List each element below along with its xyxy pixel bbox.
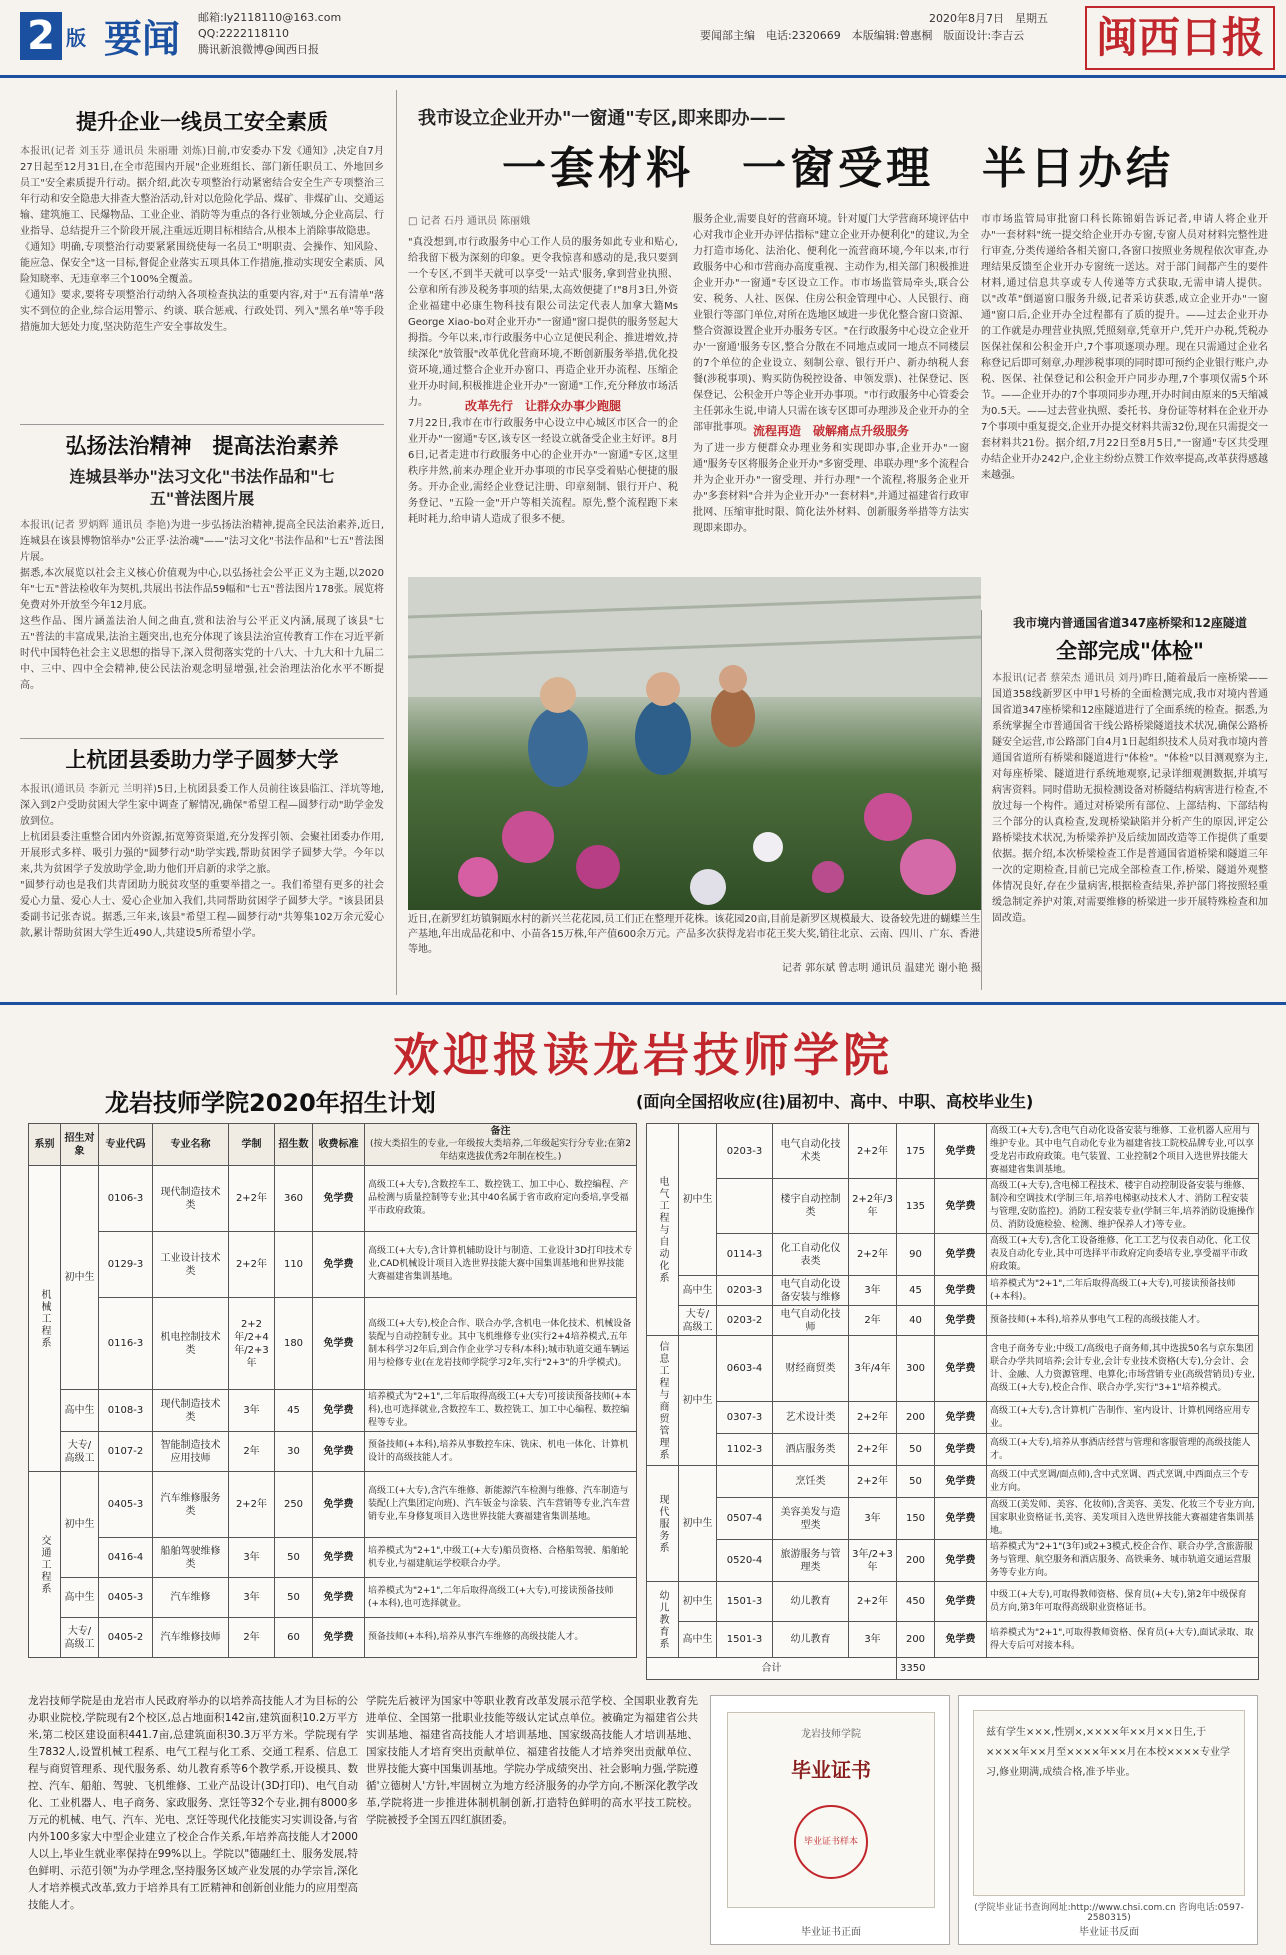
table-row (29, 1578, 637, 1618)
article-league (20, 746, 384, 942)
table-row (29, 1298, 637, 1390)
contact-weibo: 腾讯新浪微博@闽西日报 (198, 43, 319, 56)
table-cell: 现代服务系 (647, 1466, 679, 1582)
table-cell: 0108-3 (99, 1390, 153, 1432)
table-cell: 0405-2 (99, 1618, 153, 1658)
table-cell: 110 (275, 1232, 313, 1298)
table-cell: 楼宇自动控制类 (773, 1179, 849, 1234)
table-cell: 免学费 (935, 1336, 987, 1402)
body-safety-p3: 《通知》要求,要将专项整治行动纳入各项检查执法的重要内容,对于"五有清单"落实不到位的企业,综合运用警示、约谈、联合惩戒、行政处罚、列入"黑名单"等手段措施加大惩处力度,坚决防范生产安全事故发生。 (20, 290, 384, 333)
ad-intro-1: 龙岩技师学院是由龙岩市人民政府举办的以培养高技能人才为目标的公办职业院校,学院现有2个校区,总占地面积142亩,建筑面积10.2万平方米,第二校区建设面积441.7亩,总建筑面积30.3万平方米。学院现有学生7832人,设置机械工程系、电气工程与化工系、交通工程系、信息工程与商贸管理系、现代服务系、幼儿教育系等6个教学系,开设模具、数控、汽车、船舶、驾驶、飞机维修、工业产品设计(3D打印)、电气自动化、工业机器人、电子商务、家政服务、烹饪等32个专业,拥有8000多万元的机械、电气、汽车、光电、烹饪等现代化技能实习实训设备,与省内外100多家大中型企业建立了校企合作关系,年培养高技能人才2000人以上,毕业生就业率保持在99%以上。学院以"德融红土、服务发展,特色鲜明、示范引领"为办学理念,坚持服务区域产业发展的办学宗旨,深化人才培养模式改革,致力于培养具有工匠精神和创新创业能力的应用型高技能人才。 (28, 1695, 358, 1911)
table-cell: 电气工程与自动化系 (647, 1124, 679, 1336)
table-cell: 60 (275, 1618, 313, 1658)
lead-subhead-2: 流程再造 破解痛点升级服务 (752, 424, 909, 438)
table-note-cell: 高级工(+大专),含计算机辅助设计与制造、工业设计3D打印技术专业,CAD机械设计项目入选世界技能大赛中国集训基地和世界技能大赛福建省集训基地。 (365, 1232, 637, 1298)
table-cell: 免学费 (313, 1578, 365, 1618)
table-cell: 450 (897, 1582, 935, 1622)
lead-body-1: "真没想到,市行政服务中心工作人员的服务如此专业和贴心,给我留下极为深刻的印象。更令我惊喜和感动的是,我只要到一个专区,不到半天就可以享受'一站式'服务,拿到营业执照、公章和所有涉及税务事项的结果,太高效便捷了!"8月3日,外资企业福建中必康生物科技有限公司法定代表人加拿大籍Ms George Xiao-bo对企业开办"一窗通"窗口提供的服务竖起大拇指。今年以来,市行政服务中心立足便民利企、推进增效,持续深化"放管服"改革优化营商环境,不断创新服务举措,优化投资环境,通过整合企业开办窗口、再造企业开办流程、压缩企业开办时间,积极推进企业开办"一窗通"工作,充分释放市场活力。 (408, 237, 678, 408)
table-row (29, 1472, 637, 1538)
table-cell: 大专/高级工 (679, 1306, 717, 1336)
table-cell (717, 1179, 773, 1234)
table-cell: 初中生 (679, 1124, 717, 1276)
table-cell: 免学费 (313, 1538, 365, 1578)
ad-title: 欢迎报读龙岩技师学院 (393, 1028, 893, 1082)
body-league-p2: 上杭团县委注重整合团内外资源,拓宽筹资渠道,充分发挥引领、会聚社团委办作用,开展形式多样、吸引力强的"圆梦行动"助学实践,帮助贫困学子圆梦大学。今年以来,共为贫困学子发放助学金,助力他们开启新的求学之旅。 (20, 832, 384, 875)
table-cell: 0603-4 (717, 1336, 773, 1402)
table-cell: 2+2年 (849, 1402, 897, 1434)
table-row (647, 1466, 1259, 1498)
table-cell: 大专/高级工 (61, 1618, 99, 1658)
lead-col-1 (408, 212, 678, 528)
ad-intro-2: 学院先后被评为国家中等职业教育改革发展示范学校、全国职业教育先进单位、全国第一批职业技能等级认定试点单位。被确定为福建省公共实训基地、福建省高技能人才培训基地、国家级高技能人才培训基地、国家技能人才培育突出贡献单位、福建省技能人才培养突出贡献单位、世界技能大赛中国集训基地。学院办学成绩突出、社会影响力强,学院遵循'立德树人'方针,牢固树立为地方经济服务的办学方向,不断深化教学改革,学院将进一步推进体制机制创新,打造特色鲜明的高水平技工院校。学院被授予全国五四红旗团委。 (366, 1695, 698, 1826)
contact-info (198, 10, 341, 58)
table-cell: 0507-4 (717, 1498, 773, 1540)
table-cell: 幼儿教育 (773, 1582, 849, 1622)
bridges-body: 本报讯(记者 蔡荣杰 通讯员 刘丹)昨日,随着最后一座桥梁——国道358线新罗区中甲1号桥的全面检测完成,我市对境内普通国省道347座桥梁和12座隧道进行了全面系统的检查。据悉,为系统掌握全市普通国省干线公路桥梁隧道技术状况,确保公路桥隧安全运营,市公路部门自4月1日起组织技术人员对我市境内普通国省道所有桥梁和隧道进行"体检"。"体检"以目测观察为主,对每座桥梁、隧道进行系统地观察,记录详细观测数据,并填写病害资料。同时借助无损检测设备对桥隧结构病害进行检查,不放过每一个构件。通过对桥梁所有部位、上部结构、下部结构三个部分的认真检查,发现桥梁缺陷并分析产生的原因,评定公路桥梁技术状况,为桥梁养护及后续加固改造等工作提供了重要依据。据介绍,本次桥梁检查工作是普通国省道桥梁和隧道三年一次的定期检查,目前已完成全部检查工作,桥梁、隧道外观整体情况良好,存在少量病害,根据检查结果,养护部门将按照轻重缓急制定养护对策,对需要维修的桥梁进一步开展特殊检查和加固改造。 (992, 673, 1268, 924)
table-cell: 免学费 (935, 1498, 987, 1540)
table-cell: 2+2年 (849, 1234, 897, 1276)
table-cell: 2+2年/3年 (849, 1179, 897, 1234)
table-cell: 酒店服务类 (773, 1434, 849, 1466)
table-note-cell: 高级工(+大专),校企合作、联合办学,含机电一体化技术、机械设备装配与自动控制专业。其中飞机维修专业(实行2+4培养模式,五年制本科学习2年后,到合作企业学习专科/本科);城市轨道交通车辆运用与检修专业(在龙岩技师学院学习2年,实行"2+3"的升学模式)。 (365, 1298, 637, 1390)
table-note-cell: 高级工(+大专),含电气自动化设备安装与维修、工业机器人应用与维护专业。其中电气自动化专业为福建省技工院校品牌专业,可以享受龙岩市政府政策。电气装置、工业控制2个项目入选世界技能大赛福建省集训基地。 (987, 1124, 1259, 1179)
table-cell: 90 (897, 1234, 935, 1276)
diploma-school: 龙岩技师学院 (801, 1729, 861, 1740)
table-note-cell: 培养模式为"2+1",二年后取得高级工(+大专),可接读预备技师(+本科)。 (987, 1276, 1259, 1306)
table-row (29, 1232, 637, 1298)
table-cell: 2+2年 (229, 1166, 275, 1232)
table-row (29, 1166, 637, 1232)
table-cell: 免学费 (935, 1466, 987, 1498)
table-cell: 免学费 (313, 1390, 365, 1432)
table-cell: 初中生 (679, 1466, 717, 1582)
table-row (647, 1306, 1259, 1336)
table-cell: 幼儿教育 (773, 1622, 849, 1658)
table-cell: 免学费 (935, 1402, 987, 1434)
table-cell: 150 (897, 1498, 935, 1540)
table-cell: 2+2年 (229, 1472, 275, 1538)
table-cell: 0107-2 (99, 1432, 153, 1472)
table-cell: 0520-4 (717, 1540, 773, 1582)
table-cell: 2+2年 (849, 1582, 897, 1622)
table-row (647, 1402, 1259, 1434)
headline-law: 弘扬法治精神 提高法治素养 (65, 434, 339, 458)
table-header-cell: 招生数 (275, 1124, 313, 1166)
table-cell: 200 (897, 1540, 935, 1582)
table-cell: 高中生 (61, 1578, 99, 1618)
table-note-cell: 培养模式为"2+1",可取得教师资格、保育员(+大专),面试录取、取得大专后可对接本科。 (987, 1622, 1259, 1658)
table-cell: 3年 (229, 1578, 275, 1618)
page-number: 2 (20, 12, 62, 60)
table-cell: 旅游服务与管理类 (773, 1540, 849, 1582)
total-value: 3350 (897, 1658, 1259, 1680)
table-cell: 化工自动化仪表类 (773, 1234, 849, 1276)
table-cell: 200 (897, 1622, 935, 1658)
table-note-cell: 高级工(中式烹调/面点师),含中式烹调、西式烹调,中西面点三个专业方向。 (987, 1466, 1259, 1498)
table-row (647, 1179, 1259, 1234)
table-cell: 免学费 (313, 1232, 365, 1298)
table-cell: 汽车维修技师 (153, 1618, 229, 1658)
table-row (647, 1540, 1259, 1582)
table-cell: 电气自动化设备安装与维修 (773, 1276, 849, 1306)
table-row (29, 1618, 637, 1658)
school-ad (0, 1002, 1286, 1955)
table-cell: 免学费 (935, 1276, 987, 1306)
page-header (0, 0, 1286, 78)
table-note-cell: 预备技师(+本科),培养从事汽车维修的高级技能人才。 (365, 1618, 637, 1658)
photo-credit: 记者 郭东斌 曾志明 通讯员 温建光 谢小艳 摄 (781, 963, 981, 974)
table-cell: 50 (275, 1538, 313, 1578)
staff-line: 要闻部主编 电话:2320669 本版编辑:曾惠桐 版面设计:李吉云 (700, 29, 1025, 42)
table-cell: 3年/4年 (849, 1336, 897, 1402)
table-cell: 360 (275, 1166, 313, 1232)
table-cell: 初中生 (61, 1166, 99, 1390)
table-cell: 45 (897, 1276, 935, 1306)
table-cell: 0114-3 (717, 1234, 773, 1276)
table-row (647, 1336, 1259, 1402)
table-total-row (647, 1658, 1259, 1680)
ban-label: 版 (66, 26, 86, 50)
table-cell: 汽车维修 (153, 1578, 229, 1618)
table-header-cell: 招生对象 (61, 1124, 99, 1166)
table-cell: 汽车维修服务类 (153, 1472, 229, 1538)
total-label: 合计 (647, 1658, 897, 1680)
diploma-note: (学院毕业证书查询网址:http://www.chsi.com.cn 咨询电话:0597-2580315) (974, 1903, 1244, 1923)
section-name: 要闻 (104, 17, 181, 61)
table-cell: 2+2年 (849, 1124, 897, 1179)
table-cell: 免学费 (313, 1166, 365, 1232)
table-cell: 工业设计技术类 (153, 1232, 229, 1298)
table-cell: 现代制造技术类 (153, 1166, 229, 1232)
table-row (29, 1432, 637, 1472)
table-cell: 3年/2+3年 (849, 1540, 897, 1582)
table-cell: 免学费 (935, 1179, 987, 1234)
lead-body-2: 服务企业,需要良好的营商环境。针对厦门大学营商环境评估中心对我市企业开办评估指标"建立企业开办便利化"的建议,为全力打造市场化、法治化、便利化一流营商环境,今年以来,市行政服务中心和市营商办高度重视、主动作为,相关部门积极推进企业开办"一窗通"专区设立工作。市市场监管局牵头,联合公安、税务、人社、医保、住房公积金管理中心、人民银行、商业银行等部门单位,对所在选地区域进一步优化整合窗口资源、整合资源设置企业开办服务专区。"在行政服务中心设立企业开办'一窗通'服务专区,整合分散在不同地点或同一地点不同楼层的7个单位的企业设立、刻制公章、银行开户、新办纳税人套餐(涉税事项)、购买防伪税控设备、申领发票)、社保登记、医保登记、公积金开户等企业开办事项。"市行政服务中心管委会主任郭永生说,申请人只需在该专区即可办理涉及企业开办的全部审批事项。 (693, 214, 969, 433)
table-row (647, 1582, 1259, 1622)
table-cell: 250 (275, 1472, 313, 1538)
table-cell: 1501-3 (717, 1582, 773, 1622)
table-cell: 2年 (229, 1432, 275, 1472)
lead-header (408, 108, 1268, 196)
article-bridges (992, 614, 1268, 991)
table-cell: 40 (897, 1306, 935, 1336)
table-cell: 免学费 (935, 1622, 987, 1658)
table-row (647, 1622, 1259, 1658)
table-cell: 50 (275, 1578, 313, 1618)
bridges-kicker: 我市境内普通国省道347座桥梁和12座隧道 (1013, 616, 1247, 630)
table-cell: 初中生 (679, 1336, 717, 1466)
diploma-front-label: 毕业证书正面 (801, 1927, 861, 1938)
body-league: 本报讯(通讯员 李新元 兰明祥)5日,上杭团县委工作人员前往该县临江、洋坑等地,深入到2户受助贫困大学生家中调查了解情况,确保"希望工程—圆梦行动"助学金发放到位。 (20, 784, 384, 827)
table-cell: 200 (897, 1402, 935, 1434)
issue-date: 2020年8月7日 星期五 (929, 12, 1048, 25)
table-cell: 0116-3 (99, 1298, 153, 1390)
table-cell: 高中生 (679, 1622, 717, 1658)
table-note-cell: 培养模式为"2+1"(3年)或2+3模式,校企合作、联合办学,含旅游服务与管理、航空服务和酒店服务、高铁乘务、城市轨道交通运营服务等专业方向。 (987, 1540, 1259, 1582)
table-cell: 免学费 (935, 1434, 987, 1466)
body-law-p2: 据悉,本次展览以社会主义核心价值观为中心,以弘扬社会公平正义为主题,以2020年"七五"普法检收年为契机,共展出书法作品59幅和"七五"普法图片178张。展览将免费对外开放至今年12月底。 (20, 568, 384, 611)
table-header-cell: 学制 (229, 1124, 275, 1166)
orchid-photo (408, 577, 981, 910)
table-cell (717, 1466, 773, 1498)
subhead-law: 连城县举办"法习文化"书法作品和"七五"普法图片展 (69, 467, 335, 508)
table-row (647, 1276, 1259, 1306)
table-cell: 电气自动化技师 (773, 1306, 849, 1336)
lead-col-3 (981, 212, 1268, 588)
diploma-stamp: 毕业证书样本 (794, 1805, 868, 1879)
table-cell: 300 (897, 1336, 935, 1402)
diploma-front (710, 1695, 950, 1945)
table-header-cell (365, 1124, 637, 1166)
table-cell: 智能制造技术应用技师 (153, 1432, 229, 1472)
table-cell: 45 (275, 1390, 313, 1432)
table-note-cell: 含电子商务专业;中级工/高级电子商务师,其中选拔50名与京东集团联合办学共同培养;会计专业,会计专业技术资格(大专),分会计、会计、金融、人力资源管理、电算化;市场营销专业(高级营销员)专业,高级工(+大专),校企合作、联合办学,实行"3+1"培养模式。 (987, 1336, 1259, 1402)
table-cell: 0106-3 (99, 1166, 153, 1232)
table-header-cell: 专业代码 (99, 1124, 153, 1166)
table-note-cell: 高级工(+大专),含汽车维修、新能源汽车检测与维修、汽车制造与装配(上汽集团定向班)、汽车钣金与涂装、汽车营销等专业,汽车营销专业,车身修复项目入选世界技能大赛福建省集训基地。 (365, 1472, 637, 1538)
table-note-cell: 培养模式为"2+1",二年后取得高级工(+大专)可接读预备技师(+本科),也可选择就业,含数控车工、数控铣工、加工中心编程、数控编程等专业。 (365, 1390, 637, 1432)
table-note-cell: 培养模式为"2+1",二年后取得高级工(+大专),可接读预备技师(+本科),也可选择就业。 (365, 1578, 637, 1618)
ad-range: (面向全国招收应(往)届初中、高中、中职、高校毕业生) (636, 1092, 1034, 1111)
table-note-cell: 高级工(+大专),含电梯工程技术、楼宇自动控制设备安装与维修、制冷和空调技术(学制三年,培养电梯驱动技术人才、消防工程安装与管理,安防监控)。消防工程安装专业(学制三年,培养消防设施操作员、消防设施检验、检测、维护保养人才)等专业。 (987, 1179, 1259, 1234)
table-cell: 免学费 (313, 1432, 365, 1472)
table-cell: 2+2年 (849, 1466, 897, 1498)
table-note-cell: 高级工(+大专),含计算机广告制作、室内设计、计算机网络应用专业。 (987, 1402, 1259, 1434)
table-cell: 2+2年/2+4年/2+3年 (229, 1298, 275, 1390)
diploma-back-text: 兹有学生×××,性别×,××××年××月××日生,于××××年××月至××××年××月在本校××××专业学习,修业期满,成绩合格,准予毕业。 (973, 1710, 1245, 1896)
table-cell: 免学费 (313, 1298, 365, 1390)
body-law: 本报讯(记者 罗炳辉 通讯员 李艳)为进一步弘扬法治精神,提高全民法治素养,近日,连城县在该县博物馆举办"公正孚·法治魂"——"法习文化"书法作品和"七五"普法图片展。 (20, 520, 384, 563)
table-cell: 2+2年 (229, 1232, 275, 1298)
table-note-cell: 预备技师(+本科),培养从事电气工程的高级技能人才。 (987, 1306, 1259, 1336)
table-cell: 3年 (849, 1276, 897, 1306)
headline-league: 上杭团县委助力学子圆梦大学 (65, 748, 339, 772)
table-cell: 0203-2 (717, 1306, 773, 1336)
table-cell: 幼儿教育系 (647, 1582, 679, 1658)
table-row (647, 1124, 1259, 1179)
table-note-cell: 高级工(+大专),含化工设备维修、化工工艺与仪表自动化、化工仪表及自动化专业,其中可选择平市政府定向委培专业,享受福平市政府政策。 (987, 1234, 1259, 1276)
photo-caption: 近日,在新罗红坊镇铜瓯水村的新兴兰花花园,员工们正在整理开花株。该花园20亩,目前是新罗区规模最大、设备较先进的蝴蝶兰生产基地,年出成品花和中、小苗各15万株,年产值600余万元。产品多次获得龙岩市花王奖大奖,销往北京、云南、四川、广东、香港等地。 记者 郭东斌 曾志明 通讯员 温建光 谢小艳 摄 (408, 914, 981, 974)
table-cell: 交通工程系 (29, 1472, 61, 1658)
table-cell: 免学费 (935, 1306, 987, 1336)
table-header-cell: 收费标准 (313, 1124, 365, 1166)
table-row (29, 1538, 637, 1578)
table-cell: 免学费 (935, 1124, 987, 1179)
table-cell: 0203-3 (717, 1276, 773, 1306)
table-cell: 50 (897, 1434, 935, 1466)
table-cell: 135 (897, 1179, 935, 1234)
table-cell: 0129-3 (99, 1232, 153, 1298)
table-cell: 大专/高级工 (61, 1432, 99, 1472)
orchid-photo-art (408, 577, 981, 910)
table-cell: 0307-3 (717, 1402, 773, 1434)
table-cell: 50 (897, 1466, 935, 1498)
table-cell: 信息工程与商贸管理系 (647, 1336, 679, 1466)
table-cell: 0405-3 (99, 1578, 153, 1618)
table-header-cell: 系别 (29, 1124, 61, 1166)
lead-body-3: 市市场监管局审批窗口科长陈锦娟告诉记者,申请人将企业开办"一套材料"统一提交给企业开办专窗,专窗人员对材料完整性进行审查,分类传递给各相关窗口,各窗口按照业务规程依次审查,办理结果反馈至企业开办专窗统一送达。对于部门间都产生的要件材料,通过信息共享或专人传递等方式获取,无需申请人提供。以"改革"倒逼窗口服务升级,记者采访获悉,成立企业开办"一窗通"窗口后,企业开办全过程都有了质的提升。——过去企业开办的工作就是办理营业执照,凭照刻章,凭章开户,凭开户办税,凭税办医保社保和公积金开户,7个事项逐项办理。现在只需通过企业名称登记后即可刻章,办理涉税事项的同时即可预约企业银行账户,办税、医保、社保登记和公积金开户同步办理,7个事项仅需5个环节。——企业开办的7个事项同步办理,开办时间由原来的5天缩减为0.5天。——过去营业执照、委托书、身份证等材料在企业开办7个事项中重复提交,企业开办提交材料共需32份,现在只需提交一套材料共21份。据介绍,7月22日至8月5日,"一窗通"专区共受理办结企业开办242户,企业主纷纷点赞工作效率提高,改革获得感越来越强。 (981, 214, 1268, 481)
lead-byline: □ 记者 石丹 通讯员 陈丽娥 (408, 216, 531, 227)
table-cell: 美容美发与造型类 (773, 1498, 849, 1540)
plan-table-left (28, 1123, 637, 1658)
table-note-cell: 预备技师(+本科),培养从事数控车床、铣床、机电一体化、计算机设计的高级技能人才。 (365, 1432, 637, 1472)
table-cell: 2年 (849, 1306, 897, 1336)
table-note-cell: 高级工(+大专),含数控车工、数控铣工、加工中心、数控编程、产品检测与质量控制等专业;其中40名属于省市政府定向委培,享受福平市政府政策。 (365, 1166, 637, 1232)
table-cell: 烹饪类 (773, 1466, 849, 1498)
table-cell: 电气自动化技术类 (773, 1124, 849, 1179)
table-row (647, 1234, 1259, 1276)
masthead-logo: 闽西日报 (1085, 6, 1275, 70)
plan-table-right (646, 1123, 1259, 1680)
table-cell: 0416-4 (99, 1538, 153, 1578)
table-cell: 0203-3 (717, 1124, 773, 1179)
headline-safety: 提升企业一线员工安全素质 (76, 110, 328, 134)
table-cell: 3年 (229, 1538, 275, 1578)
body-league-p3: "圆梦行动也是我们共青团助力脱贫攻坚的重要举措之一。我们希望有更多的社会爱心力量、爱心人士、爱心企业加入我们,共同帮助贫困学子圆梦大学。"该县团县委副书记张杏说。据悉,三年来,该县"希望工程—圆梦行动"共筹集102万余元爱心款,累计帮助贫困大学生近490人,共建设5所希望小学。 (20, 880, 384, 939)
table-cell: 免学费 (935, 1582, 987, 1622)
table-header-cell: 专业名称 (153, 1124, 229, 1166)
body-safety-p2: 《通知》明确,专项整治行动要紧紧围绕使每一名员工"明职责、会操作、知风险、能应急、保安全"这一目标,督促企业落实五项具体工作措施,推动实现安全素质、风险知晓率、无违章率三个100%全覆盖。 (20, 242, 384, 285)
table-row (647, 1498, 1259, 1540)
table-cell: 180 (275, 1298, 313, 1390)
lead-subhead-1: 改革先行 让群众办事少跑腿 (464, 399, 621, 413)
table-cell: 免学费 (935, 1234, 987, 1276)
diploma-back-label: 毕业证书反面 (1079, 1927, 1139, 1938)
table-cell: 2年 (229, 1618, 275, 1658)
table-cell: 船舶驾驶维修类 (153, 1538, 229, 1578)
table-cell: 高中生 (61, 1390, 99, 1432)
table-cell: 初中生 (61, 1472, 99, 1578)
table-cell: 2+2年 (849, 1434, 897, 1466)
table-cell: 现代制造技术类 (153, 1390, 229, 1432)
diploma-title: 毕业证书 (791, 1758, 871, 1782)
table-row (29, 1390, 637, 1432)
table-cell: 初中生 (679, 1582, 717, 1622)
bridges-headline: 全部完成"体检" (1056, 639, 1204, 663)
ad-subtitle: 龙岩技师学院2020年招生计划 (105, 1089, 436, 1117)
table-cell: 免学费 (935, 1540, 987, 1582)
table-cell: 财经商贸类 (773, 1336, 849, 1402)
issue-meta (700, 10, 1060, 44)
table-cell: 机械工程系 (29, 1166, 61, 1472)
table-cell: 高中生 (679, 1276, 717, 1306)
table-cell: 0405-3 (99, 1472, 153, 1538)
body-safety: 本报讯(记者 刘玉芬 通讯员 朱丽珊 刘炼)日前,市安委办下发《通知》,决定自7月27日起至12月31日,在全市范围内开展"企业班组长、部门新任职员工、外地回乡员工"安全素质提升行动。据介绍,此次专项整治行动紧密结合安全生产专项整治三年行动和安全隐患大排查大整治活动,针对以危险化学品、煤矿、非煤矿山、交通运输、建筑施工、民爆物品、工业企业、消防等为重点的各行业领域,分企业高层、行业指导、总结提升三个阶段开展,注重远近期目标相结合,从根本上消除事故隐患。 (20, 146, 384, 237)
lead-body-2b: 为了进一步方便群众办理业务和实现即办事,企业开办"一窗通"服务专区将服务企业开办"多窗受理、串联办理"多个流程合并为企业开办"一窗受理、并行办理"一个流程,将服务企业开办"多套材料"合并为企业开办"一套材料",并通过福建省行政审批网、压缩审批时限、简化法外材料、创新服务举措等方法实现即来即办。 (693, 443, 969, 534)
lead-body-1b: 7月22日,我市在市行政服务中心设立中心城区市区合一的企业开办"一窗通"专区,该专区一经设立就备受企业主好评。8月6日,记者走进市行政服务中心的企业开办"一窗通"专区,这里秩序井然,前来办理企业开办事项的市民享受着贴心便捷的服务。开办企业,需经企业登记注册、印章刻制、银行开户、税务登记、"五险一金"开户等相关流程。原先,整个流程跑下来耗时耗力,给申请人造成了很多不便。 (408, 418, 678, 525)
article-law (20, 432, 384, 694)
lead-kicker: 我市设立企业开办"一窗通"专区,即来即办—— (418, 108, 786, 129)
lead-col-2 (693, 212, 969, 553)
table-cell: 1102-3 (717, 1434, 773, 1466)
table-row (647, 1434, 1259, 1466)
table-note-cell: 培养模式为"2+1",中级工(+大专)船员资格、合格船驾驶、船舶轮机专业,与福建航运学校联合办学。 (365, 1538, 637, 1578)
note-header-desc: (按大类招生的专业,一年级按大类培养,二年级起实行分专业;在第2年结束选拔优秀2年制在校生。) (370, 1139, 631, 1162)
lead-headline: 一套材料 一窗受理 半日办结 (502, 143, 1174, 194)
table-cell: 免学费 (313, 1618, 365, 1658)
diploma-back (958, 1695, 1258, 1945)
table-cell: 30 (275, 1432, 313, 1472)
table-cell: 1501-3 (717, 1622, 773, 1658)
contact-qq: QQ:2222118110 (198, 27, 290, 40)
table-cell: 175 (897, 1124, 935, 1179)
table-note-cell: 高级工(+大专),培养从事酒店经营与管理和客服管理的高级技能人才。 (987, 1434, 1259, 1466)
table-cell: 艺术设计类 (773, 1402, 849, 1434)
note-header-title: 备注 (490, 1126, 511, 1137)
table-cell: 3年 (849, 1622, 897, 1658)
body-law-p3: 这些作品、图片涵盖法治人间之曲直,赏和法治与公平正义内涵,展现了该县"七五"普法的丰富成果,法治主题突出,也充分体现了该县法治宣传教育工作在习近平新时代中国特色社会主义思想的指导下,深入贯彻落实党的十八大、十九大和十九届二中、三中、四中全会精神,使公民法治观念明显增强,社会治理法治化水平不断提高。 (20, 616, 384, 691)
table-note-cell: 高级工(美发师、美容、化妆师),含美容、美发、化妆三个专业方向,国家职业资格证书,美容、美发项目入选世界技能大赛福建省集训基地。 (987, 1498, 1259, 1540)
table-cell: 3年 (229, 1390, 275, 1432)
table-cell: 3年 (849, 1498, 897, 1540)
contact-email: 邮箱:ly2118110@163.com (198, 11, 342, 24)
table-note-cell: 中级工(+大专),可取得教师资格、保育员(+大专),第2年中级保育员方向,第3年可取得高级职业资格证书。 (987, 1582, 1259, 1622)
table-cell: 免学费 (313, 1472, 365, 1538)
article-safety (20, 108, 384, 336)
table-cell: 机电控制技术类 (153, 1298, 229, 1390)
